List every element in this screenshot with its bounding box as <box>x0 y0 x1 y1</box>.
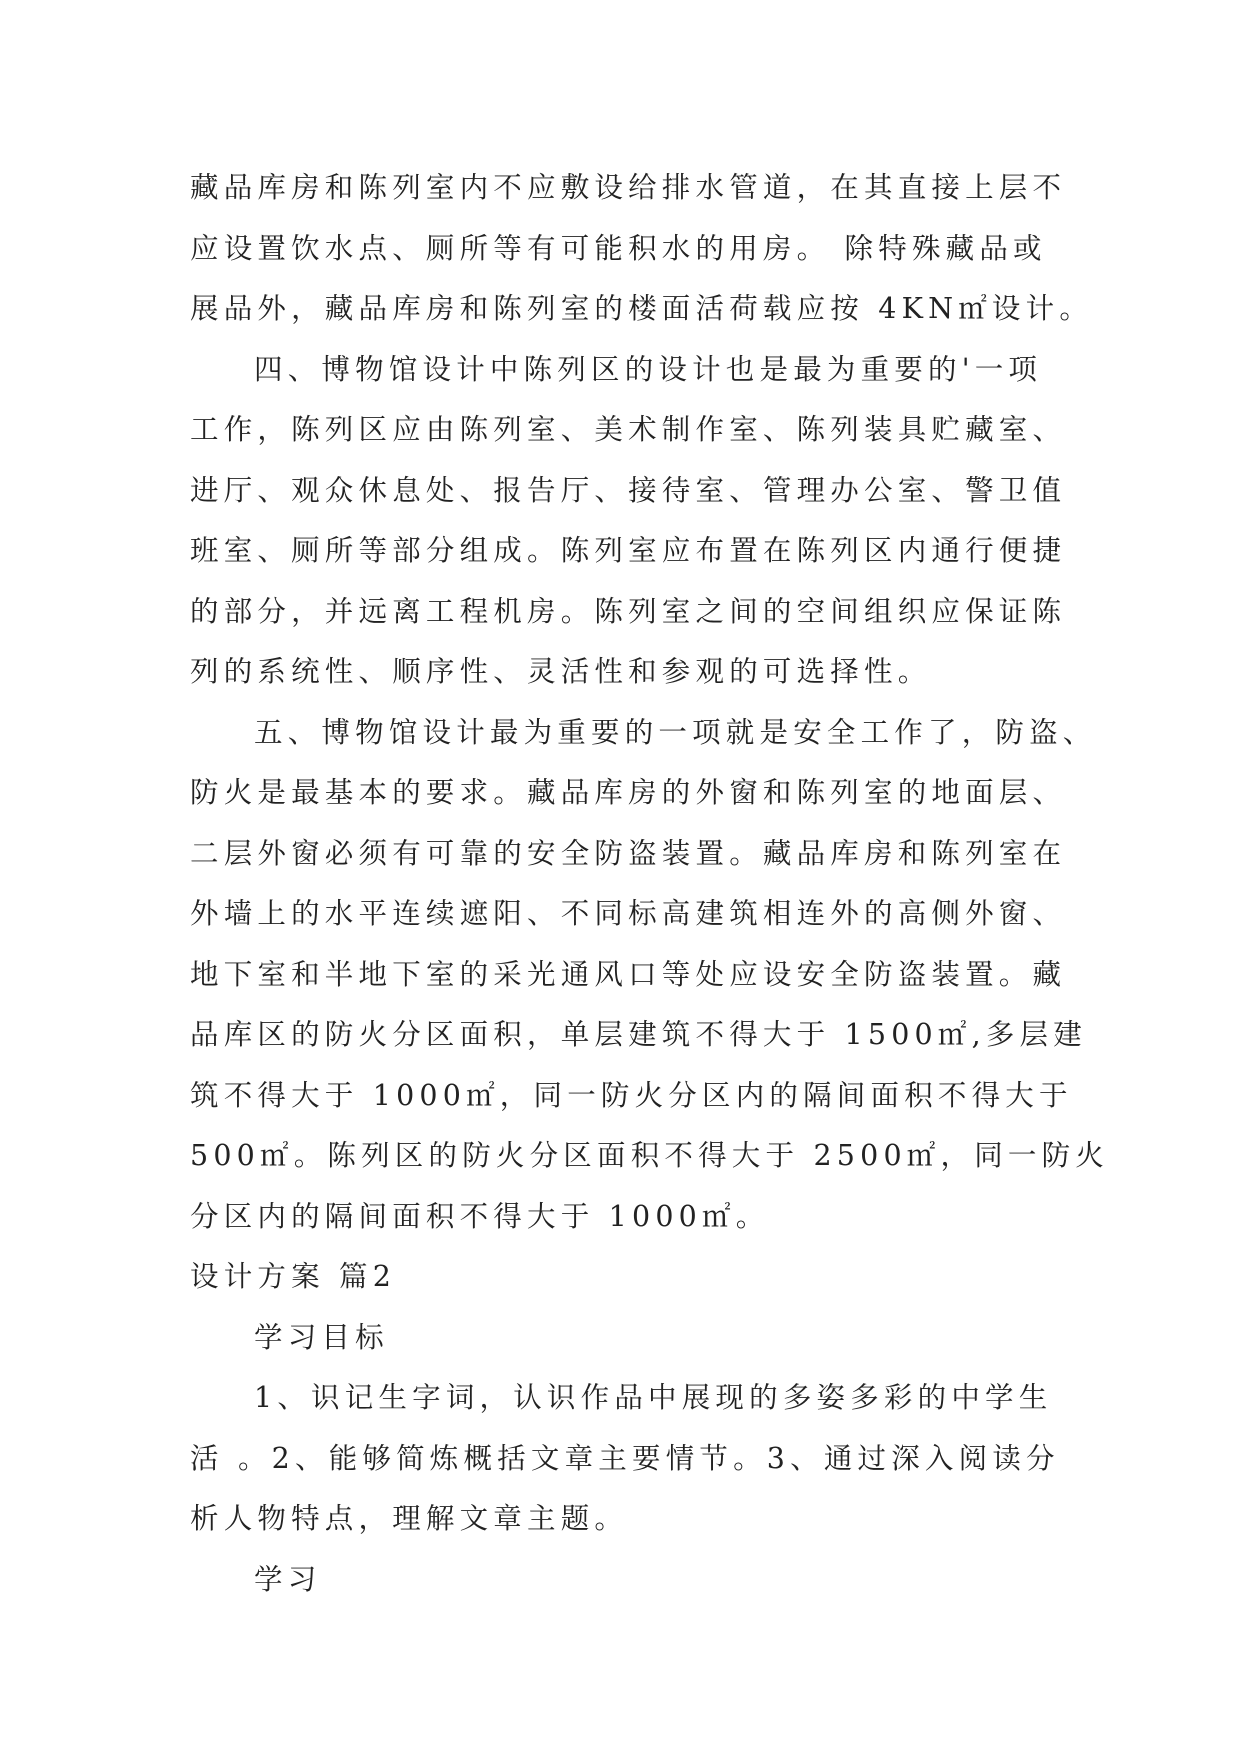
text-line: 设计方案 篇2 <box>190 1260 397 1293</box>
text-line: 展品外，藏品库房和陈列室的楼面活荷载应按 4KN㎡设计。 <box>190 292 1094 325</box>
text-line: 分区内的隔间面积不得大于 1000㎡。 <box>190 1199 770 1233</box>
text-line: 品库区的防火分区面积，单层建筑不得大于 1500㎡,多层建 <box>190 1018 1087 1051</box>
text-line: 地下室和半地下室的采光通风口等处应设安全防盗装置。藏 <box>190 957 1067 991</box>
text-line: 应设置饮水点、厕所等有可能积水的用房。 除特殊藏品或 <box>190 231 1047 265</box>
document-page <box>190 158 1109 1610</box>
text-line: 工作，陈列区应由陈列室、美术制作室、陈列装具贮藏室、 <box>190 413 1067 446</box>
text-line: 二层外窗必须有可靠的安全防盗装置。藏品库房和陈列室在 <box>190 836 1067 870</box>
text-line: 筑不得大于 1000㎡，同一防火分区内的隔间面积不得大于 <box>190 1078 1073 1112</box>
text-line: 1、识记生字词，认识作品中展现的多姿多彩的中学生 <box>254 1381 1053 1414</box>
text-line: 藏品库房和陈列室内不应敷设给排水管道，在其直接上层不 <box>190 171 1067 204</box>
text-line: 防火是最基本的要求。藏品库房的外窗和陈列室的地面层、 <box>190 776 1067 809</box>
text-line: 外墙上的水平连续遮阳、不同标高建筑相连外的高侧外窗、 <box>190 897 1067 930</box>
text-line: 四、博物馆设计中陈列区的设计也是最为重要的'一项 <box>254 352 1043 386</box>
text-line: 列的系统性、顺序性、灵活性和参观的可选择性。 <box>190 655 932 688</box>
text-line: 的部分，并远离工程机房。陈列室之间的空间组织应保证陈 <box>190 594 1067 628</box>
text-line: 学习 <box>254 1562 322 1596</box>
text-line: 学习目标 <box>254 1320 389 1354</box>
text-line: 活 。2、能够简炼概括文章主要情节。3、通过深入阅读分 <box>190 1441 1060 1475</box>
text-line: 析人物特点，理解文章主题。 <box>190 1502 629 1535</box>
text-line: 进厅、观众休息处、报告厅、接待室、管理办公室、警卫值 <box>190 473 1067 507</box>
text-line: 班室、厕所等部分组成。陈列室应布置在陈列区内通行便捷 <box>190 534 1067 567</box>
text-line: 五、博物馆设计最为重要的一项就是安全工作了，防盗、 <box>254 715 1097 749</box>
text-line: 500㎡。陈列区的防火分区面积不得大于 2500㎡，同一防火 <box>190 1139 1109 1172</box>
